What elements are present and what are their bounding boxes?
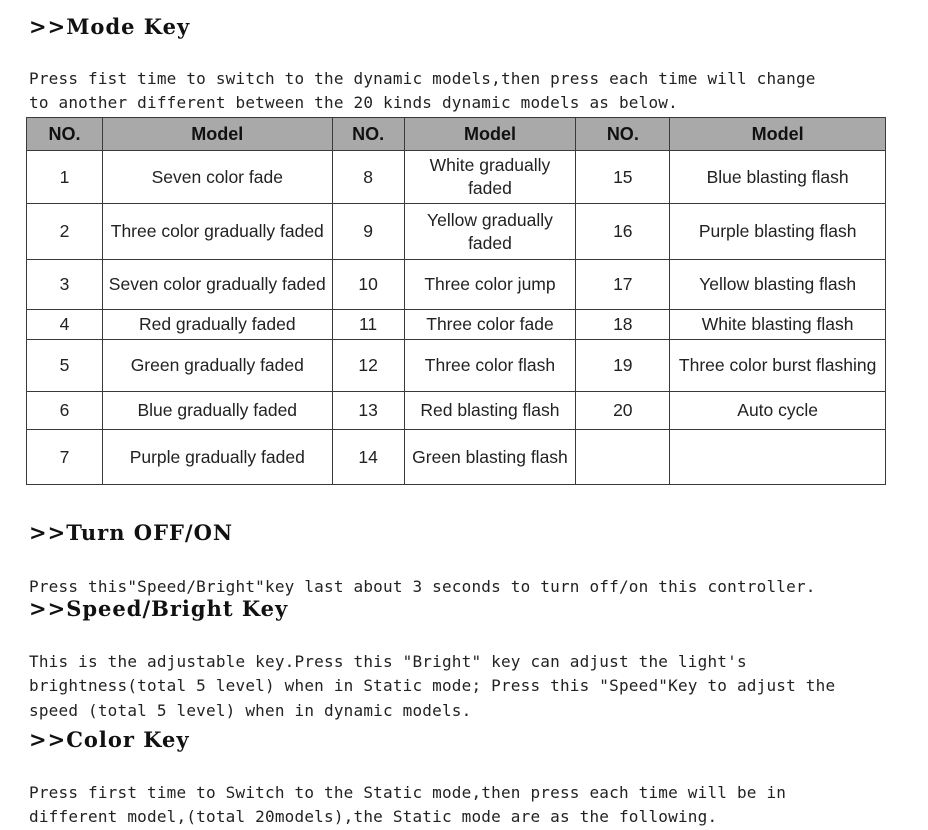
cell-model [670, 430, 886, 485]
cell-model: Three color gradually faded [102, 204, 332, 260]
mode-key-line: to another different between the 20 kinds dynamic models as below. [29, 93, 678, 112]
header-no: NO. [27, 118, 103, 151]
header-no: NO. [332, 118, 404, 151]
table-row [27, 260, 886, 310]
mode-key-heading: >>Mode Key [29, 14, 191, 39]
table-header-row [27, 118, 886, 151]
cell-model: Yellow blasting flash [670, 260, 886, 310]
cell-no: 2 [27, 204, 103, 260]
cell-no: 17 [576, 260, 670, 310]
cell-model: Seven color fade [102, 151, 332, 204]
turn-off-on-heading: >>Turn OFF/ON [29, 520, 234, 545]
cell-no: 5 [27, 340, 103, 392]
cell-model: Yellow gradually faded [404, 204, 576, 260]
cell-model: Three color fade [404, 310, 576, 340]
cell-no: 20 [576, 392, 670, 430]
cell-no: 12 [332, 340, 404, 392]
cell-model: Seven color gradually faded [102, 260, 332, 310]
header-model: Model [670, 118, 886, 151]
cell-no: 10 [332, 260, 404, 310]
header-model: Model [404, 118, 576, 151]
cell-model: Three color jump [404, 260, 576, 310]
cell-no: 16 [576, 204, 670, 260]
table-row [27, 430, 886, 485]
cell-model: White gradually faded [404, 151, 576, 204]
cell-model: Red blasting flash [404, 392, 576, 430]
speed-line: This is the adjustable key.Press this "Bright" key can adjust the light's [29, 651, 747, 671]
speed-bright-description [29, 625, 835, 723]
color-key-description [29, 756, 786, 830]
cell-model: Blue blasting flash [670, 151, 886, 204]
cell-no: 7 [27, 430, 103, 485]
table-row [27, 151, 886, 204]
cell-no: 19 [576, 340, 670, 392]
speed-line: speed (total 5 level) when in dynamic models. [29, 700, 472, 720]
turn-off-on-description [29, 550, 816, 599]
mode-key-description [29, 42, 816, 116]
cell-model: Purple blasting flash [670, 204, 886, 260]
color-line: Press first time to Switch to the Static mode,then press each time will be in [29, 782, 787, 802]
color-line: different model,(total 20models),the Static mode are as the following. [29, 807, 718, 826]
cell-no: 9 [332, 204, 404, 260]
table-row [27, 204, 886, 260]
cell-no: 14 [332, 430, 404, 485]
cell-model: Green gradually faded [102, 340, 332, 392]
cell-model: Three color flash [404, 340, 576, 392]
cell-no: 4 [27, 310, 103, 340]
speed-bright-heading: >>Speed/Bright Key [29, 596, 289, 621]
cell-no: 1 [27, 151, 103, 204]
cell-no: 15 [576, 151, 670, 204]
header-no: NO. [576, 118, 670, 151]
cell-no: 13 [332, 392, 404, 430]
mode-key-line: Press fist time to switch to the dynamic models,then press each time will change [29, 68, 816, 88]
cell-model: Purple gradually faded [102, 430, 332, 485]
cell-model: Three color burst flashing [670, 340, 886, 392]
cell-model: White blasting flash [670, 310, 886, 340]
table-row [27, 310, 886, 340]
cell-no: 11 [332, 310, 404, 340]
cell-model: Blue gradually faded [102, 392, 332, 430]
cell-model: Red gradually faded [102, 310, 332, 340]
cell-model: Auto cycle [670, 392, 886, 430]
cell-no: 6 [27, 392, 103, 430]
table-row [27, 340, 886, 392]
color-key-heading: >>Color Key [29, 727, 190, 752]
dynamic-modes-table [26, 117, 886, 485]
table-row [27, 392, 886, 430]
turn-line: Press this"Speed/Bright"key last about 3 seconds to turn off/on this controller. [29, 576, 816, 596]
speed-line: brightness(total 5 level) when in Static mode; Press this "Speed"Key to adjust the [29, 676, 836, 695]
cell-no: 3 [27, 260, 103, 310]
cell-no [576, 430, 670, 485]
cell-no: 18 [576, 310, 670, 340]
cell-no: 8 [332, 151, 404, 204]
header-model: Model [102, 118, 332, 151]
cell-model: Green blasting flash [404, 430, 576, 485]
